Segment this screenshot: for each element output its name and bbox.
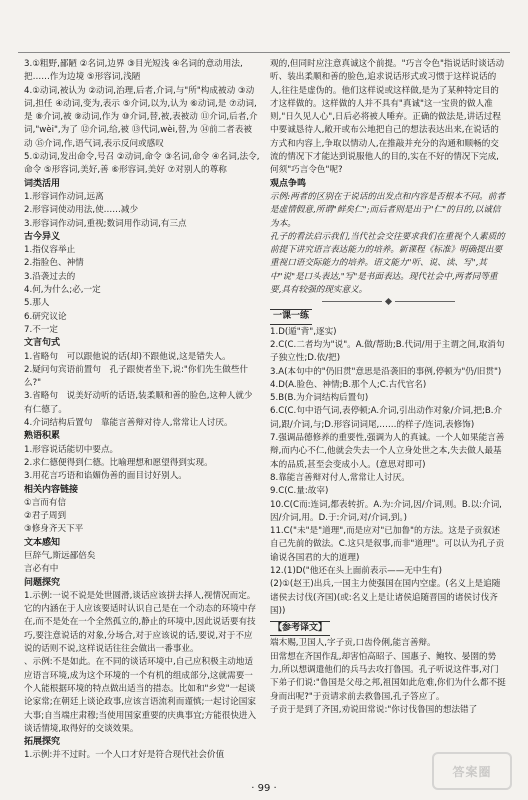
commentary-paragraph: 示例:两者的区别在于说话的出发点和内容是否根本不同。前者是虚情假意,所谓"鲜矣仁";而后者则是出于"仁"的目的,以诚信为本。: [270, 191, 505, 229]
answer-line: 1.示例:并不过时。一个人口才好是符合现代社会价值: [24, 750, 225, 761]
answer-line: 2.指脸色、神情: [24, 258, 84, 269]
section-heading: 问题探究: [24, 577, 61, 588]
answer-line: 田常想在齐国作乱,却害怕高昭子、国惠子、鲍牧、晏圉的势力,所以想调遣他们的兵马去攻打鲁国。孔子听说这件事,对门下弟子们说:"鲁国是父母之邦,祖国如此危难,你们为什么都不挺身而出呢?"于贡请求前去救鲁国,孔子答应了。: [270, 651, 506, 702]
answer-line: 10.C(C而:连词,都表转折。A.为:介词,因/介词,则。B.以:介词,因/介词,用。D.于:介词,对/介词,到。): [270, 499, 502, 523]
answer-line: 、示例:不是如此。在不同的谈话环境中,自己应积极主动地适应语言环境,成为这个环境的一个有机的组成部分,这就需要一个人能根据环境的特点做出适当的措态。比如和"乡党"一起谈论家常;在朝廷上谈论政事,应该言语流利而谨慎;一起讨论国家大事;自当端庄肃穆;当使用国家重要的庆典事宜;方能很快进入谈话情境,取得好的交谈效果。: [24, 657, 257, 734]
section-subheading: 【参考译文】: [270, 621, 330, 636]
section-heading: 古今异义: [24, 231, 61, 242]
answer-line: 言必有中: [24, 564, 59, 575]
answer-line: (2)①(赵王)出兵,一国主力使强国在国内空虚。(名义上是追随诸侯去讨伐(齐国)(或:名义上是让诸侯追随晋国的诸侯讨伐齐国)): [270, 579, 501, 616]
answer-line: 11.C("未"是"道理",而是应对"已加鲁"的方法。这是子贡叙述自己先前的做法。C.这只是叙事,而非"道理"。可以认为孔子贡谕说各国君的大的道理): [270, 526, 505, 563]
answer-line: 3.形容词作动词,重视;数词用作动词,有三点: [24, 218, 187, 229]
answer-line: 3.省略句 说美好动听的话语,装柔顺和善的脸色,这种人就少有仁德了。: [24, 391, 253, 415]
answer-line: 4.①动词,被认为 ②动词,治理,后者,介词,与"所"构成被动 ③动词,担任 ④动词,变为,表示 ⑤介词,以为,认为 ⑥动词,是 ⑦动词,是 ⑧介词,被 ⑨动词,作为 ⑩介词,替,被,表被动 ⑪介词,后者,介词,"wèi",为了 ⑫介词,给,被 ⑬代词,wèi,替,为 ⑭前二者表被动 ⑮介词,作,语气词,表示反问或感叹: [24, 85, 258, 149]
answer-line: 2.形容词使动用法,使……减少: [24, 205, 139, 216]
section-heading: 熟语积累: [24, 431, 61, 442]
watermark-logo: [432, 752, 512, 790]
answer-line: 9.C(C.量:故宰): [270, 486, 329, 497]
answer-line: 3.①粗野,鄙陋 ②名词,边界 ③目光短浅 ④名词的意动用法,把……作为边境 ⑤形容词,浅陋: [24, 59, 243, 83]
answer-line: 8.靠能言善辩对付人,常常让人讨厌。: [270, 472, 410, 483]
section-subheading: 一课一练: [270, 309, 312, 324]
top-rule: [18, 52, 510, 53]
left-column: [24, 58, 260, 763]
page-number: · 99 ·: [251, 783, 277, 794]
answer-line: 2.疑问句宾语前置句 孔子跟使者坐下,说:"你们先生做些什么?": [24, 364, 249, 389]
answer-line: 1.指仪容举止: [24, 245, 76, 256]
answer-line: 3.沿袭过去的: [24, 271, 76, 282]
answer-line: 6.研究议论: [24, 311, 67, 322]
answer-line: 4.D(A.脸色、神情;B.那个人;C.古代官名): [270, 379, 427, 390]
section-heading: 文本感知: [24, 537, 61, 548]
answer-line: 5.B(B.为介词结构后置句): [270, 393, 369, 404]
section-heading: 词类活用: [24, 178, 61, 189]
answer-line: ①言而有信: [24, 497, 67, 508]
answer-line: 7.强调品德修养的重要性,强调为人的真诚。一个人如果能言善辩,而内心不仁,他就会失去一个人立身处世之本,失去做人最基本的品质,甚至会变成小人。(意思对即可): [270, 433, 505, 470]
watermark-text: 答案圈: [452, 764, 492, 779]
answer-line: 5.那人: [24, 298, 50, 309]
answer-line: 1.示例:一说不说是处世圆滑,谈话应该拼去择人,视情况而定。它的内涵在于人应该要适时认识自己是在一个动态的环境中存在,而不是处在一个全然孤立的,静止的环境中,因此说话要有技巧,要注意说话的对象,分场合,对于应该说的话,要说,对于不应说的话则不说,这样说话往往会做出一番事业。: [24, 590, 257, 655]
answer-line: 巨辞气,斯远鄙倍矣: [24, 550, 96, 561]
section-heading: 相关内容链接: [24, 484, 79, 495]
commentary-paragraph: 孔子的看法启示我们,当代社会交往要求我们在重视个人素质的前提下讲究语言表达能力的培养。新课程《标准》明确提出要重视口语交际能力的培养。语文能力"听、说、读、写",其中"说"是口头表达,"写"是书面表达。现代社会中,两者同等重要,具有较强的现实意义。: [270, 231, 505, 296]
answer-line: 3.A(本句中的"仍旧贯"意思是沿袭旧的事例,停顿为"仍/旧贯"): [270, 366, 502, 377]
answer-line: ②君子周到: [24, 511, 67, 522]
section-ornament: [270, 299, 506, 304]
answer-line: 1.形容说话能切中要点。: [24, 444, 119, 455]
answer-line: 1.形容词作动词,远离: [24, 191, 104, 202]
answer-line: 3.用花言巧语和谄媚伪善的面目讨好别人。: [24, 471, 187, 482]
answer-line: 2.求仁德便得到仁德。比喻理想和愿望得到实现。: [24, 457, 213, 468]
answer-line: 1.省略句 可以跟他说的话(却)不跟他说,这是错失人。: [24, 351, 231, 362]
section-heading: 拓展探究: [24, 737, 61, 748]
answer-line: 1.D(遁"背",逐实): [270, 326, 337, 337]
section-heading: 观点争鸣: [270, 178, 307, 189]
answer-line: 4.何,为什么;必,一定: [24, 285, 101, 296]
answer-line: 6.C(C.句中语气词,表停顿;A.介词,引出动作对象/介词,把;B.介词,跟/介词,与;D.形容词词尾,……的样子/连词,表修饰): [270, 406, 503, 430]
answer-line: 5.①动词,发出命令,号召 ②动词,命令 ③名词,命令 ④名词,法令,命令 ⑤形容词,美好,善 ⑥形容词,美好 ⑦对别人的尊称: [24, 152, 260, 176]
answer-line: 2.C(C.二者均为"说"。A.做/帮助;B.代词/用于主谓之间,取消句子独立性;D.依/把): [270, 339, 505, 364]
answer-line: 4.介词结构后置句 靠能言善辩对待人,常常让人讨厌。: [24, 418, 233, 429]
two-column-layout: [24, 58, 506, 763]
right-column: [270, 58, 506, 763]
answer-line: ③修身齐天下平: [24, 524, 84, 535]
answer-line: 12.(1)D("他还在头上面前表示——无中生有): [270, 565, 443, 576]
answer-line: 子贡于是到了齐国,劝说田常说:"你讨伐鲁国的想法错了: [270, 704, 478, 715]
answer-line: 端木赐,卫国人,字子贡,口齿伶俐,能言善辩。: [270, 638, 436, 649]
answer-line: 7.不一定: [24, 324, 58, 335]
answer-line: 观的,但同时应注意真诚这个前提。"巧言令色"指说话时谈话动听、装出柔顺和善的脸色,追求说话形式或习惯于这样说话的人,往往是虚伪的。他们这样说或这样做,是为了某种特定目的才这样做的。这样做的人并不具有"真诚"这一宝贵的做人准则,"日久见人心",日后必将被人唾弃。正确的做法是,讲话过程中要诚恳待人,敞开或布公地把自己的想法表达出来,在说话的方式和内容上,争取以情动人,在推敲并充分的沟通和顺畅的交流的情况下才能达到说服他人的目的,实在不好的情况下完成,何须"巧言令色"呢?: [270, 59, 505, 176]
section-heading: 文言句式: [24, 338, 61, 349]
